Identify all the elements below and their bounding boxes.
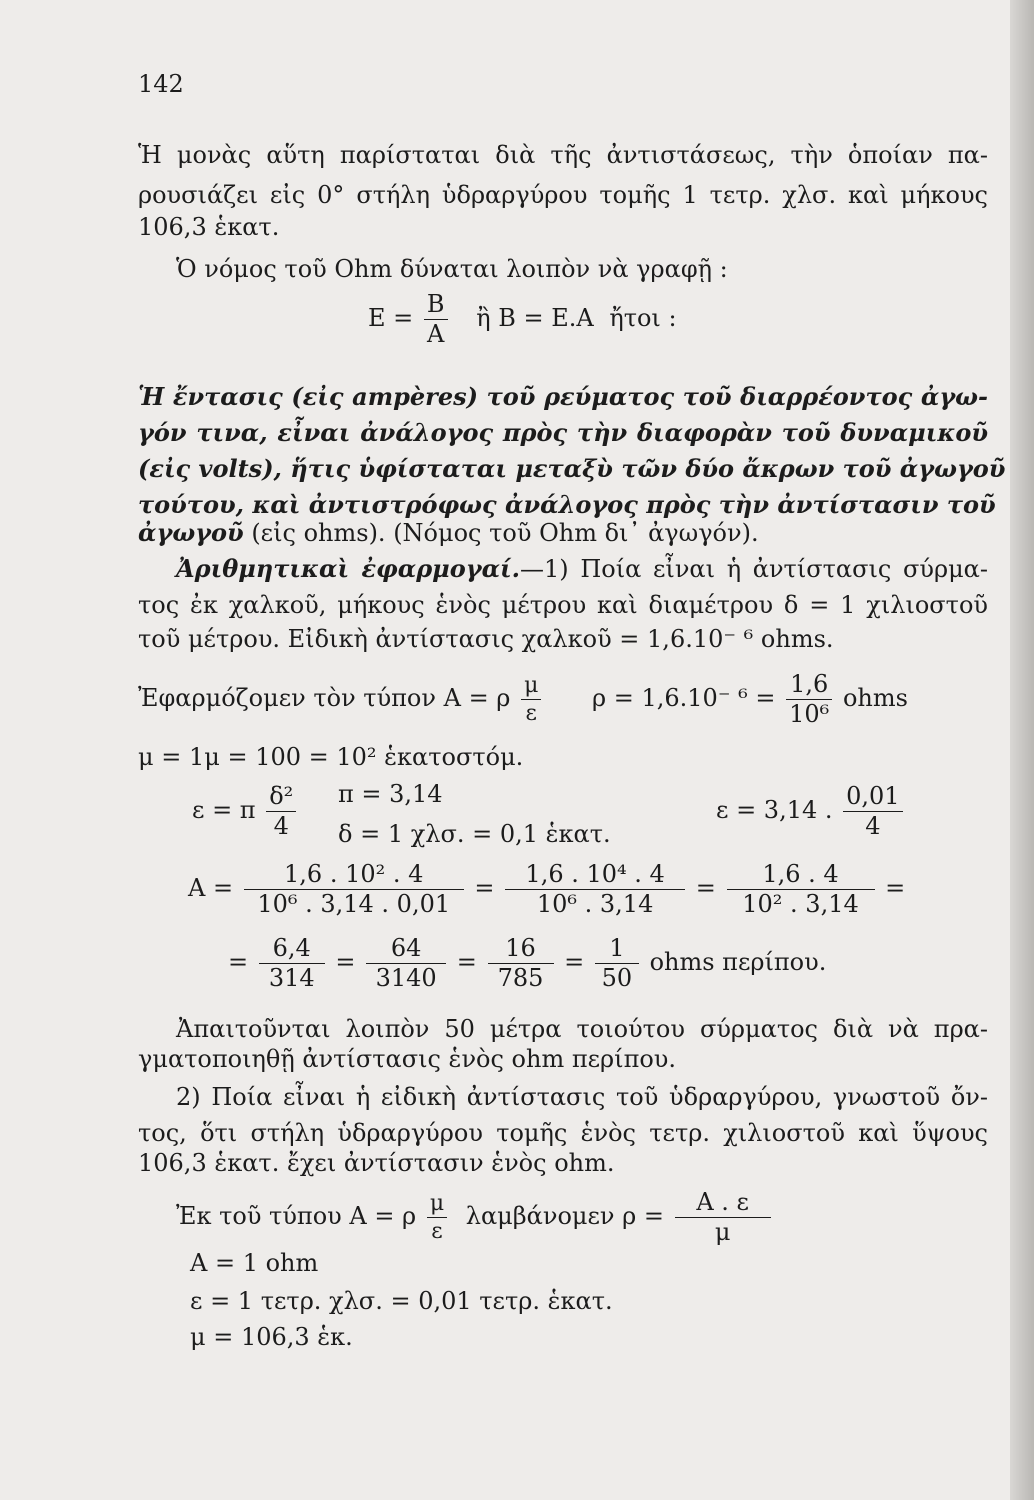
fraction-numerator: δ² xyxy=(266,784,296,812)
fraction-mu-over-epsilon xyxy=(427,1192,447,1243)
fraction-delta-sq-over-4 xyxy=(266,784,296,839)
law-statement-line-2: γόν τινα, εἶναι ἀνάλογος πρὸς τὴν διαφορὰν τοῦ δυναμικοῦ xyxy=(138,418,988,447)
fraction-denominator: 10⁶ . 3,14 xyxy=(536,890,654,919)
law-last-bold: ἀγωγοῦ xyxy=(138,518,244,547)
a-result xyxy=(228,936,826,991)
fraction-a-step-1 xyxy=(244,862,464,917)
applications-heading: Ἀριθμητικαὶ ἐφαρμογαί. xyxy=(176,554,521,583)
fraction-denominator: 4 xyxy=(865,812,881,841)
question2-line-2: τος, ὅτι στήλη ὑδραργύρου τομῆς ἑνὸς τετρ. χιλιοστοῦ καὶ ὕψους xyxy=(138,1119,988,1147)
epsilon-lhs: ε = π xyxy=(192,796,256,825)
fraction-numerator: 1,6 . 10² . 4 xyxy=(244,862,464,890)
rho-copper: ρ = 1,6.10⁻ ⁶ = xyxy=(592,684,776,713)
fraction-denominator: 3140 xyxy=(375,964,437,993)
conclusion-line-2: γματοποιηθῇ ἀντίστασις ἑνὸς ohm περίπου. xyxy=(138,1045,677,1073)
fraction-numerator: A . ε xyxy=(675,1190,771,1218)
apply-formula-text: Ἐφαρμόζομεν τὸν τύπον A = ρ xyxy=(138,684,511,713)
fraction-numerator: 64 xyxy=(366,936,446,964)
a-calculation xyxy=(188,862,905,917)
fraction-numerator: 1,6 xyxy=(786,672,832,700)
law-statement-line-1: Ἡ ἔντασις (εἰς ampères) τοῦ ρεύματος τοῦ διαρρέοντος ἀγω- xyxy=(138,382,988,411)
intro-line-2: ρουσιάζει εἰς 0° στήλη ὑδραργύρου τομῆς 1 τετρ. χλσ. καὶ μήκους xyxy=(138,181,988,209)
fraction-result-1 xyxy=(259,936,325,991)
fraction-numerator: 1,6 . 10⁴ . 4 xyxy=(505,862,685,890)
equals-sign: = xyxy=(335,948,356,977)
fraction-denominator: 785 xyxy=(497,964,544,993)
formula-ohm-lhs: E = xyxy=(368,304,414,333)
equals-sign: = xyxy=(885,874,906,903)
result-unit: ohms περίπου. xyxy=(649,948,827,977)
fraction-denominator: 10⁶ xyxy=(789,700,830,729)
fraction-denominator: μ xyxy=(714,1218,731,1247)
fraction-result-2 xyxy=(366,936,446,991)
fraction-mu-over-epsilon xyxy=(521,674,541,725)
question2-line-1: 2) Ποία εἶναι ἡ εἰδικὴ ἀντίστασις τοῦ ὑδραργύρου, γνωστοῦ ὄν- xyxy=(176,1083,988,1111)
formula-ohm-suffix: ἤτοι : xyxy=(609,304,677,333)
applications-line-1-rest: —1) Ποία εἶναι ἡ ἀντίστασις σύρμα- xyxy=(520,555,988,583)
fraction-denominator: ε xyxy=(525,701,537,727)
fraction-denominator: 10⁶ . 3,14 . 0,01 xyxy=(257,890,451,919)
fraction-numerator: μ xyxy=(521,674,541,700)
fraction-denominator: A xyxy=(427,320,445,349)
fraction-rho-copper xyxy=(786,672,832,727)
fraction-a-step-2 xyxy=(505,862,685,917)
equals-sign: = xyxy=(228,948,249,977)
fraction-denominator: 50 xyxy=(601,964,633,993)
equals-sign: = xyxy=(474,874,495,903)
fraction-denominator: ε xyxy=(431,1219,443,1245)
law-statement-line-4: τούτου, καὶ ἀντιστρόφως ἀνάλογος πρὸς τὴν ἀντίστασιν τοῦ xyxy=(138,490,996,519)
fraction-b-over-a xyxy=(424,292,448,347)
equals-sign: = xyxy=(564,948,585,977)
fraction-result-4 xyxy=(595,936,639,991)
fraction-001-over-4 xyxy=(843,784,902,839)
formula-ohm-alt: ἢ B = E.A xyxy=(476,304,594,333)
fraction-a-eps-over-mu xyxy=(675,1190,771,1245)
rho-unit: ohms xyxy=(842,684,908,713)
value-a: A = 1 ohm xyxy=(190,1249,319,1277)
law-statement-line-5 xyxy=(138,518,759,548)
pi-value: π = 3,14 xyxy=(338,780,443,808)
formula-rho xyxy=(176,1190,774,1245)
epsilon-value-lhs: ε = 3,14 . xyxy=(716,796,833,825)
a-calc-lhs: A = xyxy=(188,874,234,903)
epsilon-value xyxy=(716,784,906,839)
applications-line-1 xyxy=(176,554,988,584)
question2-line-3: 106,3 ἑκατ. ἔχει ἀντίστασιν ἑνὸς ohm. xyxy=(138,1149,615,1177)
fraction-denominator: 10² . 3,14 xyxy=(742,890,859,919)
value-mu: μ = 106,3 ἑκ. xyxy=(190,1323,353,1351)
equals-sign: = xyxy=(456,948,477,977)
fraction-a-step-3 xyxy=(727,862,875,917)
page-number: 142 xyxy=(138,70,184,98)
conclusion-line-1: Ἀπαιτοῦνται λοιπὸν 50 μέτρα τοιούτου σύρματος διὰ νὰ πρα- xyxy=(176,1015,988,1043)
page-edge-shadow xyxy=(1010,0,1034,1500)
delta-value: δ = 1 χλσ. = 0,1 ἑκατ. xyxy=(338,820,611,848)
law-last-plain: (εἰς ohms). (Νόμος τοῦ Ohm δι᾽ ἀγωγόν). xyxy=(251,519,759,547)
fraction-denominator: 314 xyxy=(268,964,315,993)
equals-sign: = xyxy=(695,874,716,903)
applications-line-2: τος ἐκ χαλκοῦ, μήκους ἑνὸς μέτρου καὶ διαμέτρου δ = 1 χιλιοστοῦ xyxy=(138,591,988,619)
fraction-numerator: 1 xyxy=(595,936,639,964)
fraction-denominator: 4 xyxy=(273,812,289,841)
fraction-numerator: 0,01 xyxy=(843,784,902,812)
fraction-result-3 xyxy=(488,936,554,991)
mu-line: μ = 1μ = 100 = 10² ἑκατοστόμ. xyxy=(138,743,524,771)
intro-line-1: Ἡ μονὰς αὕτη παρίσταται διὰ τῆς ἀντιστάσεως, τὴν ὁποίαν πα- xyxy=(138,141,988,169)
intro-line-3: 106,3 ἑκατ. xyxy=(138,213,280,241)
value-epsilon: ε = 1 τετρ. χλσ. = 0,01 τετρ. ἑκατ. xyxy=(190,1287,613,1315)
formula-rho-mid: λαμβάνομεν ρ = xyxy=(465,1202,664,1231)
fraction-numerator: B xyxy=(424,292,448,320)
law-statement-line-3: (εἰς volts), ἥτις ὑφίσταται μεταξὺ τῶν δύο ἄκρων τοῦ ἀγωγοῦ xyxy=(138,454,1006,483)
law-intro: Ὁ νόμος τοῦ Ohm δύναται λοιπὸν νὰ γραφῇ : xyxy=(176,255,728,283)
fraction-numerator: 16 xyxy=(488,936,554,964)
fraction-numerator: 1,6 . 4 xyxy=(727,862,875,890)
formula-ohm-law xyxy=(368,292,677,347)
formula-rho-text: Ἐκ τοῦ τύπου A = ρ xyxy=(176,1202,417,1231)
fraction-numerator: 6,4 xyxy=(259,936,325,964)
apply-formula xyxy=(138,672,908,727)
applications-line-3: τοῦ μέτρου. Εἰδικὴ ἀντίστασις χαλκοῦ = 1,6.10⁻ ⁶ ohms. xyxy=(138,625,834,653)
epsilon-formula xyxy=(192,784,299,839)
fraction-numerator: μ xyxy=(427,1192,447,1218)
